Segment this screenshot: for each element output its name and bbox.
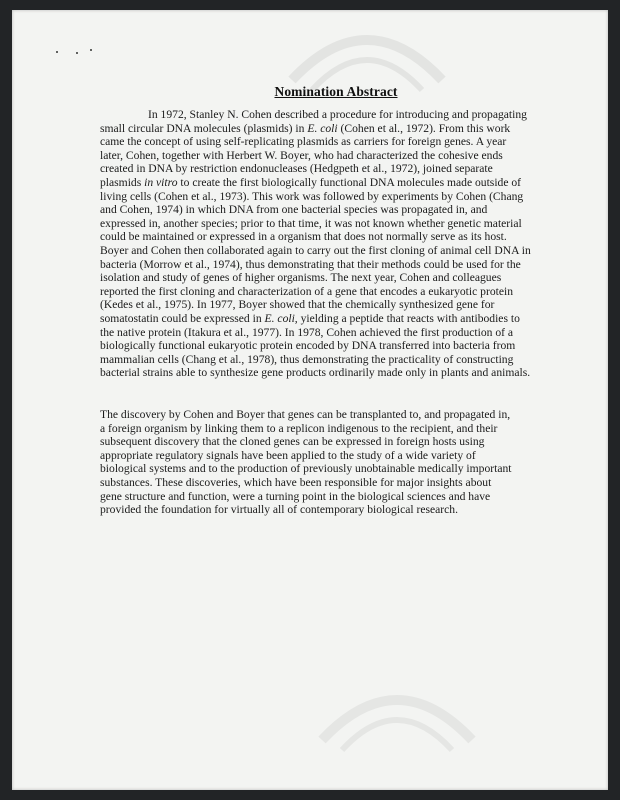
text-line: appropriate regulatory signals have been applied to the study of a wide variety of (100, 448, 476, 462)
text-line: isolation and study of genes of higher organisms. The next year, Cohen and colleagues (100, 271, 502, 285)
speck (90, 49, 92, 51)
text-line: biologically functional eukaryotic protein encoded by DNA transferred into bacteria from (100, 339, 516, 353)
text-line: (Kedes et al., 1975). In 1977, Boyer showed that the chemically synthesized gene for (100, 298, 495, 312)
text-line: provided the foundation for virtually all of contemporary biological research. (100, 503, 458, 517)
text-line: could be maintained or expressed in a organism that does not normally serve as its host. (100, 230, 507, 244)
document-title: Nomination Abstract (274, 84, 398, 99)
paragraph-2 (100, 408, 566, 517)
text-line: living cells (Cohen et al., 1973). This work was followed by experiments by Cohen (Chang (100, 189, 524, 203)
text-line: the native protein (Itakura et al., 1977). In 1978, Cohen achieved the first production of a (100, 325, 514, 339)
text-line (100, 122, 566, 136)
text-line: Boyer and Cohen then collaborated again to carry out the first cloning of animal cell DNA in (100, 243, 531, 257)
text-line: expressed in, another species; prior to that time, it was not known whether genetic material (100, 216, 522, 230)
text-line: bacteria (Morrow et al., 1974), thus demonstrating that their methods could be used for the (100, 257, 521, 271)
embossed-seal-bottom (312, 680, 482, 790)
italic-term: in vitro (144, 175, 178, 189)
text-line: bacterial strains able to synthesize gene products ordinarily made only in plants and animals. (100, 366, 531, 380)
text-line: gene structure and function, were a turning point in the biological sciences and have (100, 489, 491, 503)
speck (56, 51, 58, 53)
text-line: later, Cohen, together with Herbert W. Boyer, who had characterized the cohesive ends (100, 148, 503, 162)
paragraph-1 (100, 108, 566, 380)
text-line: substances. These discoveries, which have been responsible for major insights about (100, 475, 492, 489)
text-line (100, 176, 566, 190)
text-line: mammalian cells (Chang et al., 1978), thus demonstrating the practicality of constructing (100, 352, 514, 366)
text-line: In 1972, Stanley N. Cohen described a procedure for introducing and propagating (148, 108, 527, 121)
text-fragment: to create the first biologically functional DNA molecules made outside of (177, 175, 522, 189)
text-line: biological systems and to the production of previously unobtainable medically important (100, 462, 512, 476)
text-line: a foreign organism by linking them to a replicon indigenous to the recipient, and their (100, 421, 498, 435)
text-fragment: yielding a peptide that reacts with antibodies to (297, 311, 520, 325)
scan-specks (56, 48, 116, 56)
document-page (12, 10, 608, 790)
text-fragment: plasmids (100, 175, 145, 189)
text-fragment: small circular DNA molecules (plasmids) in (100, 121, 308, 135)
italic-term: E. coli, (264, 311, 298, 325)
text-line: created in DNA by restriction endonucleases (Hedgpeth et al., 1972), joined separate (100, 162, 493, 176)
text-line: reported the first cloning and characterization of a gene that encodes a eukaryotic protein (100, 284, 514, 298)
speck (76, 52, 78, 54)
text-line: subsequent discovery that the cloned genes can be expressed in foreign hosts using (100, 435, 485, 449)
text-line (100, 312, 566, 326)
text-fragment: (Cohen et al., 1972). From this work (337, 121, 511, 135)
text-line: The discovery by Cohen and Boyer that genes can be transplanted to, and propagated in, (100, 408, 511, 421)
italic-term: E. coli (307, 121, 338, 135)
text-line: came the concept of using self-replicating plasmids as carriers for foreign genes. A year (100, 135, 507, 149)
text-line: and Cohen, 1974) in which DNA from one bacterial species was propagated in, and (100, 203, 488, 217)
text-fragment: somatostatin could be expressed in (100, 311, 265, 325)
